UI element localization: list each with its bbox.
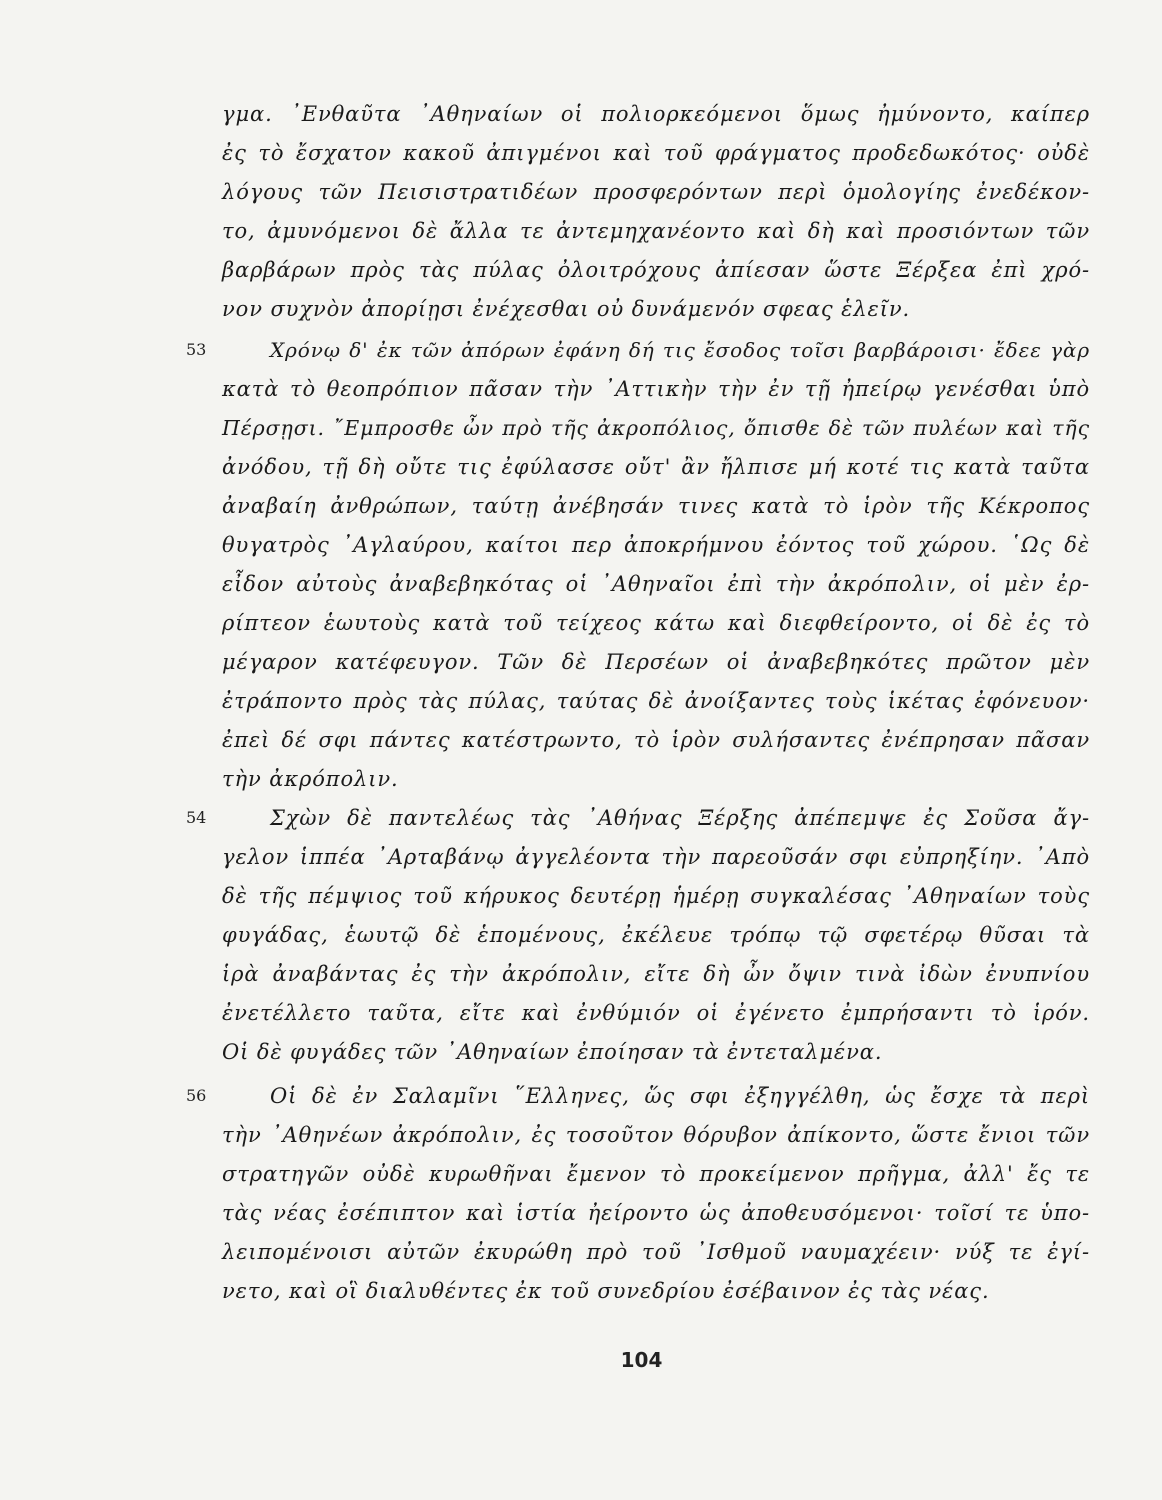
text-line: Πέρσῃσι. ῎Εμπροσθε ὦν πρὸ τῆς ἀκροπόλιος, ὄπισθε δὲ τῶν πυλέων καὶ τῆς xyxy=(222,416,1090,440)
text-line: Οἱ δὲ φυγάδες τῶν ᾿Αθηναίων ἐποίησαν τὰ ἐντεταλμένα. xyxy=(222,1040,883,1064)
text-line: νον συχνὸν ἀπορίῃσι ἐνέχεσθαι οὐ δυνάμενόν σφεας ἑλεῖν. xyxy=(222,297,911,321)
text-line: ἀνόδου, τῇ δὴ οὔτε τις ἐφύλασσε οὔτ' ἂν ἤλπισε μή κοτέ τις κατὰ ταῦτα xyxy=(222,455,1090,479)
text-line: μέγαρον κατέφευγον. Τῶν δὲ Περσέων οἱ ἀναβεβηκότες πρῶτον μὲν xyxy=(222,650,1090,674)
text-line: τὴν ᾿Αθηνέων ἀκρόπολιν, ἐς τοσοῦτον θόρυβον ἀπίκοντο, ὥστε ἔνιοι τῶν xyxy=(222,1123,1090,1147)
text-line: θυγατρὸς ᾿Αγλαύρου, καίτοι περ ἀποκρήμνου ἐόντος τοῦ χώρου. ῾Ως δὲ xyxy=(222,533,1090,557)
section-number: 56 xyxy=(186,1086,207,1105)
text-line: Οἱ δὲ ἐν Σαλαμῖνι ῞Ελληνες, ὥς σφι ἐξηγγέλθη, ὡς ἔσχε τὰ περὶ xyxy=(270,1084,1090,1108)
text-line: βαρβάρων πρὸς τὰς πύλας ὀλοιτρόχους ἀπίεσαν ὥστε Ξέρξεα ἐπὶ χρό- xyxy=(222,258,1090,282)
text-line: Χρόνῳ δ' ἐκ τῶν ἀπόρων ἐφάνη δή τις ἔσοδος τοῖσι βαρβάροισι· ἔδεε γὰρ xyxy=(270,338,1090,362)
text-line: λειπομένοισι αὐτῶν ἐκυρώθη πρὸ τοῦ ᾿Ισθμοῦ ναυμαχέειν· νύξ τε ἐγί- xyxy=(222,1240,1090,1264)
text-line: φυγάδας, ἑωυτῷ δὲ ἑπομένους, ἐκέλευε τρόπῳ τῷ σφετέρῳ θῦσαι τὰ xyxy=(222,923,1090,947)
text-line: ἐπεὶ δέ σφι πάντες κατέστρωντο, τὸ ἱρὸν συλήσαντες ἐνέπρησαν πᾶσαν xyxy=(222,728,1090,752)
text-line: ἐνετέλλετο ταῦτα, εἴτε καὶ ἐνθύμιόν οἱ ἐγένετο ἐμπρήσαντι τὸ ἱρόν. xyxy=(222,1001,1090,1025)
text-line: εἶδον αὐτοὺς ἀναβεβηκότας οἱ ᾿Αθηναῖοι ἐπὶ τὴν ἀκρόπολιν, οἱ μὲν ἐρ- xyxy=(222,572,1090,596)
text-line: γελον ἱππέα ᾿Αρταβάνῳ ἀγγελέοντα τὴν παρεοῦσάν σφι εὐπρηξίην. ᾿Απὸ xyxy=(222,845,1090,869)
text-line: ἀναβαίη ἀνθρώπων, ταύτῃ ἀνέβησάν τινες κατὰ τὸ ἱρὸν τῆς Κέκροπος xyxy=(222,494,1090,518)
text-line: γμα. ᾿Ενθαῦτα ᾿Αθηναίων οἱ πολιορκεόμενοι ὅμως ἠμύνοντο, καίπερ xyxy=(222,102,1090,126)
text-line: τὴν ἀκρόπολιν. xyxy=(222,767,399,791)
text-line: ἐς τὸ ἔσχατον κακοῦ ἀπιγμένοι καὶ τοῦ φράγματος προδεδωκότος· οὐδὲ xyxy=(222,141,1090,165)
text-line: δὲ τῆς πέμψιος τοῦ κήρυκος δευτέρῃ ἡμέρῃ συγκαλέσας ᾿Αθηναίων τοὺς xyxy=(222,884,1090,908)
section-number: 54 xyxy=(186,808,207,827)
text-line: ἐτράποντο πρὸς τὰς πύλας, ταύτας δὲ ἀνοίξαντες τοὺς ἱκέτας ἐφόνευον· xyxy=(222,689,1090,713)
text-line: το, ἀμυνόμενοι δὲ ἄλλα τε ἀντεμηχανέοντο καὶ δὴ καὶ προσιόντων τῶν xyxy=(222,219,1090,243)
text-line: στρατηγῶν οὐδὲ κυρωθῆναι ἔμενον τὸ προκείμενον πρῆγμα, ἀλλ' ἔς τε xyxy=(222,1162,1090,1186)
text-line: νετο, καὶ οἳ διαλυθέντες ἐκ τοῦ συνεδρίου ἐσέβαινον ἐς τὰς νέας. xyxy=(222,1279,990,1303)
page-number: 104 xyxy=(620,1348,663,1372)
text-line: τὰς νέας ἐσέπιπτον καὶ ἱστία ἠείροντο ὡς ἀποθευσόμενοι· τοῖσί τε ὑπο- xyxy=(222,1201,1090,1225)
text-line: λόγους τῶν Πεισιστρατιδέων προσφερόντων περὶ ὁμολογίης ἐνεδέκον- xyxy=(222,180,1090,204)
text-line: Σχὼν δὲ παντελέως τὰς ᾿Αθήνας Ξέρξης ἀπέπεμψε ἐς Σοῦσα ἄγ- xyxy=(270,806,1090,830)
text-line: κατὰ τὸ θεοπρόπιον πᾶσαν τὴν ᾿Αττικὴν τὴν ἐν τῇ ἠπείρῳ γενέσθαι ὑπὸ xyxy=(222,377,1090,401)
text-line: ἱρὰ ἀναβάντας ἐς τὴν ἀκρόπολιν, εἴτε δὴ ὦν ὄψιν τινὰ ἰδὼν ἐνυπνίου xyxy=(222,962,1090,986)
section-number: 53 xyxy=(186,340,207,359)
text-line: ρίπτεον ἑωυτοὺς κατὰ τοῦ τείχεος κάτω καὶ διεφθείροντο, οἱ δὲ ἐς τὸ xyxy=(222,611,1090,635)
